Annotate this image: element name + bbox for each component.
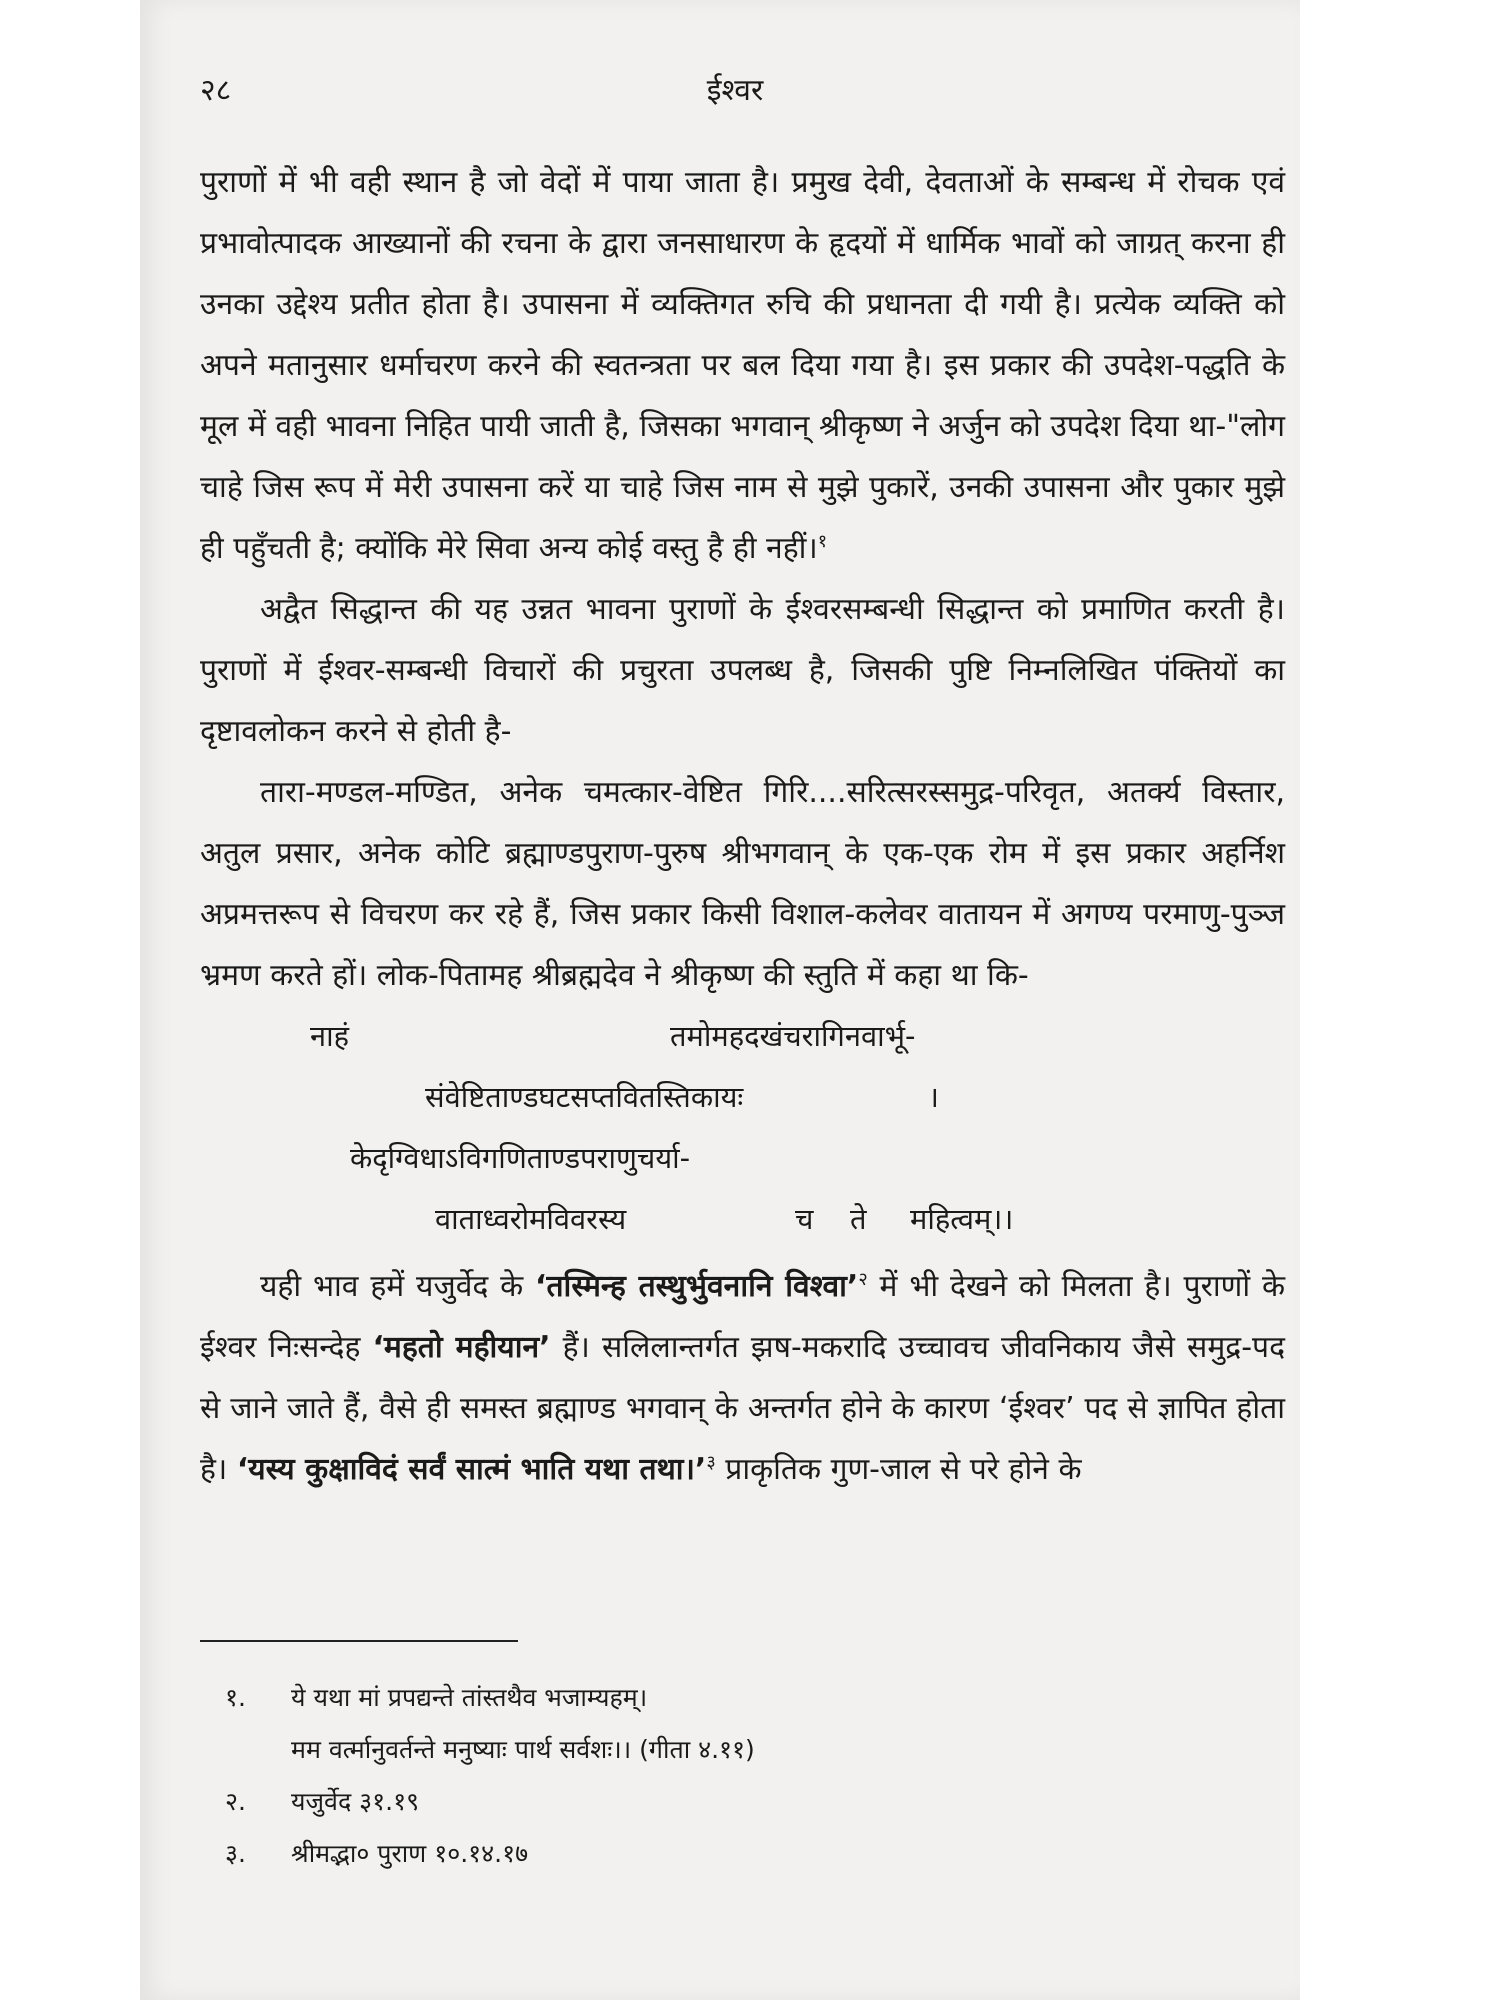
footnote-2 [225,1776,1265,1828]
footnote-divider [200,1640,518,1642]
footnote-number: २. [225,1787,246,1816]
verse-line-1-start: नाहं [310,1019,350,1053]
footnote-number: ३. [225,1839,246,1868]
footnote-1 [225,1672,1265,1724]
body-text [200,152,1285,1500]
verse-line-4-d: महित्वम्।। [910,1202,1014,1236]
yajurveda-quote: ‘तस्मिन्ह तस्थुर्भुवनानि विश्वा’ [535,1269,859,1304]
verse-line-2-danda: । [928,1080,939,1114]
verse-line-3: केदृग्विधाऽविगणिताण्डपराणुचर्या- [350,1141,691,1175]
footnote-number: १. [225,1683,246,1712]
paragraph-4-text-4: प्राकृतिक गुण-जाल से परे होने के [715,1452,1082,1487]
footnote-text: यजुर्वेद ३१.१९ [291,1787,420,1816]
paragraph-2: अद्वैत सिद्धान्त की यह उन्नत भावना पुराणों के ईश्वरसम्बन्धी सिद्धान्त को प्रमाणित करती है। पुराणों में ईश्वर-सम्बन्धी विचारों की प्रचुरता उपलब्ध है, जिसकी पुष्टि निम्नलिखित पंक्तियों का दृष्टावलोकन करने से होती है- [200,592,1285,749]
paragraph-1 [200,152,1285,579]
verse-line-4-b: च [795,1202,814,1236]
footnote-text: श्रीमद्भा० पुराण १०.१४.१७ [291,1839,529,1868]
footnote-1-continuation [225,1724,1265,1776]
paragraph-4 [200,1256,1285,1500]
verse-line-2: संवेष्टिताण्डघटसप्तवितस्तिकायः [425,1080,744,1114]
paragraph-4-text-3: हैं। सलिलान्तर्गत झष-मकरादि उच्चावच जीवनिकाय जैसे समुद्र-पद से जाने जाते हैं, वैसे ही समस्त ब्रह्माण्ड भगवान् के अन्तर्गत होने के कारण ‘ईश्वर’ पद से ज्ञापित होता है। [200,1330,1285,1487]
paragraph-3: तारा-मण्डल-मण्डित, अनेक चमत्कार-वेष्टित गिरि....सरित्सरस्समुद्र-परिवृत, अतर्क्य विस्तार, अतुल प्रसार, अनेक कोटि ब्रह्माण्डपुराण-पुरुष श्रीभगवान् के एक-एक रोम में इस प्रकार अहर्निश अप्रमत्तरूप से विचरण कर रहे हैं, जिस प्रकार किसी विशाल-कलेवर वातायन में अगण्य परमाणु-पुञ्ज भ्रमण करते हों। लोक-पितामह श्रीब्रह्मदेव ने श्रीकृष्ण की स्तुति में कहा था कि- [200,775,1285,993]
verse-line-1-end: तमोमहदखंचरागिनवार्भू- [670,1019,916,1053]
footnote-ref-1: १ [817,531,828,552]
verse-line-4-c: ते [850,1202,867,1236]
sanskrit-verse [200,1006,1285,1256]
footnotes [225,1672,1265,1880]
paragraph-4-text-2: में भी देखने को मिलता है। पुराणों के ईश्वर निःसन्देह [200,1269,1285,1365]
footnote-3 [225,1828,1265,1880]
paragraph-4-text-1: यही भाव हमें यजुर्वेद के [260,1269,536,1304]
mahato-mahiyan-quote: ‘महतो महीयान’ [372,1330,551,1365]
page-number: २८ [200,73,232,108]
footnote-ref-3: ३ [706,1452,716,1473]
footnote-text: ये यथा मां प्रपद्यन्ते तांस्तथैव भजाम्यहम्। [291,1683,648,1712]
verse-line-4-a: वाताध्वरोमविवरस्य [435,1202,627,1236]
bhagavata-quote: ‘यस्य कुक्षाविदं सर्वं सात्मं भाति यथा तथा।’ [236,1452,707,1487]
footnote-text: मम वर्त्मानुवर्तन्ते मनुष्याः पार्थ सर्वशः।। (गीता ४.११) [291,1735,755,1764]
page-header [200,68,1270,128]
footnote-ref-2: २ [858,1269,868,1290]
running-head: ईश्वर [706,73,764,108]
paragraph-1-text: पुराणों में भी वही स्थान है जो वेदों में पाया जाता है। प्रमुख देवी, देवताओं के सम्बन्ध में रोचक एवं प्रभावोत्पादक आख्यानों की रचना के द्वारा जनसाधारण के हृदयों में धार्मिक भावों को जाग्रत् करना ही उनका उद्देश्य प्रतीत होता है। उपासना में व्यक्तिगत रुचि की प्रधानता दी गयी है। प्रत्येक व्यक्ति को अपने मतानुसार धर्माचरण करने की स्वतन्त्रता पर बल दिया गया है। इस प्रकार की उपदेश-पद्धति के मूल में वही भावना निहित पायी जाती है, जिसका भगवान् श्रीकृष्ण ने अर्जुन को उपदेश दिया था-"लोग चाहे जिस रूप में मेरी उपासना करें या चाहे जिस नाम से मुझे पुकारें, उनकी उपासना और पुकार मुझे ही पहुँचती है; क्योंकि मेरे सिवा अन्य कोई वस्तु है ही नहीं। [200,165,1285,566]
